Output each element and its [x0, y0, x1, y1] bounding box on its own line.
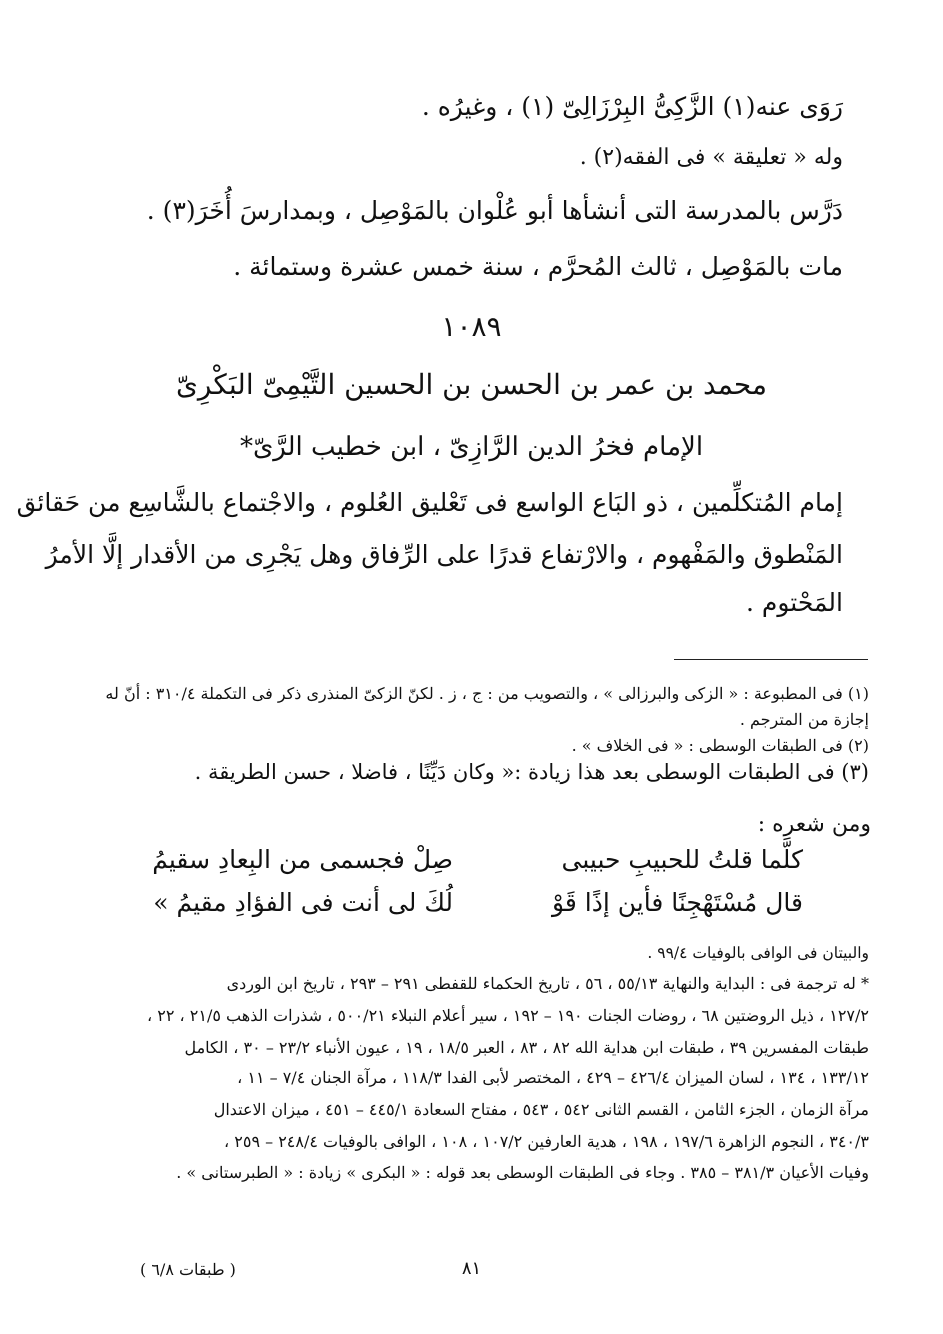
- text-line-1: رَوَى عنه(١) الزَّكِىُّ البِرْزَالِىّ (١) ، وغيرُه .: [421, 92, 843, 121]
- entry-paragraph-line-2: [45, 540, 843, 569]
- verse-1-second-half: صِلْ فجسمى من البِعادِ سقيمُ: [152, 845, 453, 874]
- text-line-3: دَرَّس بالمدرسة التى أنشأها أبو عُلْوان بالمَوْصِل ، وبمدارسَ أُخَرَ(٣) .: [146, 196, 843, 225]
- signature-mark: ( طبقات ٦/٨ ): [140, 1260, 236, 1279]
- entry-title: الإمام فخرُ الدين الرَّازِىّ ، ابن خطيب الرَّىّ*: [239, 432, 704, 462]
- footnote-1-line-2: إجازة من المترجم .: [739, 710, 869, 729]
- paragraph-text: إمام المُتكلِّمين ، ذو البَاع الواسع فى تَعْليق العُلوم ، والاجْتماع بالشَّاسِع من حَقائق: [16, 488, 843, 517]
- footnote-3: (٣) فى الطبقات الوسطى بعد هذا زيادة :« وكان دَيِّنًا ، فاضلا ، حسن الطريقة .: [194, 760, 869, 784]
- verse-1-first-half: كلَّما قلتُ للحبيبِ حبيبى: [561, 845, 803, 874]
- entry-number: ١٠٨٩: [441, 310, 502, 343]
- text-line-2: وله « تعليقة » فى الفقه(٢) .: [579, 145, 843, 170]
- entry-paragraph-line-1: [16, 488, 843, 517]
- verses-source: والبيتان فى الوافى بالوفيات ٩٩/٤ .: [647, 944, 869, 962]
- entry-name: محمد بن عمر بن الحسن بن الحسين التَّيْمِىّ البَكْرِىّ: [176, 368, 767, 401]
- references-line-1: * له ترجمة فى : البداية والنهاية ٥٥/١٣ ، ٥٦ ، تاريخ الحكماء للقفطى ٢٩١ – ٢٩٣ ، تاريخ ابن الوردى: [226, 974, 869, 993]
- references-line-7: وفيات الأعيان ٣٨١/٣ – ٣٨٥ . وجاء فى الطبقات الوسطى بعد قوله : « البكرى » زيادة : « الطبرستانى » .: [176, 1163, 869, 1182]
- entry-paragraph-line-3: المَحْتوم .: [746, 588, 843, 617]
- poem-intro: ومن شعره :: [757, 812, 871, 837]
- references-line-3: طبقات المفسرين ٣٩ ، طبقات ابن هداية الله ٨٢ ، ٨٣ ، العبر ١٨/٥ ، ١٩ ، عيون الأنباء ٢٣/٢ – ٣٠ ، الكامل: [184, 1038, 869, 1057]
- verse-2-first-half: قال مُسْتَهْجِنًا فأين إذًا قَوْ: [551, 888, 803, 917]
- footnote-1-line-1: (١) فى المطبوعة : « الزكى والبرزالى » ، والتصويب من : ج ، ز . لكنّ الزكىّ المنذرى ذكر فى التكملة ٣١٠/٤ : أنّ له: [105, 684, 869, 703]
- verse-2-second-half: لُكَ لى أنت فى الفؤادِ مقيمُ »: [153, 888, 453, 917]
- references-line-2: ١٢٧/٢ ، ذيل الروضتين ٦٨ ، روضات الجنات ١٩٠ – ١٩٢ ، سير أعلام النبلاء ٥٠٠/٢١ ، شذرات الذهب ٢١/٥ ، ٢٢ ،: [147, 1006, 869, 1025]
- footnote-divider: [674, 659, 868, 660]
- paragraph-text: المَنْطوق والمَفْهوم ، والارْتفاع قدرًا على الرِّفاق وهل يَجْرِى من الأقدار إلَّا الأمرُ: [45, 540, 843, 569]
- footnote-2: (٢) فى الطبقات الوسطى : « فى الخلاف » .: [571, 736, 869, 755]
- text-line-4: مات بالمَوْصِل ، ثالث المُحرَّم ، سنة خمس عشرة وستمائة .: [233, 252, 843, 281]
- references-line-6: ٣٤٠/٣ ، النجوم الزاهرة ١٩٧/٦ ، ١٩٨ ، هدية العارفين ١٠٧/٢ ، ١٠٨ ، الوافى بالوفيات ٢٤٨/٤ – ٢٥٩ ،: [224, 1132, 869, 1151]
- references-line-4: ١٣٣/١٢ ، ١٣٤ ، لسان الميزان ٤٢٦/٤ – ٤٢٩ ، المختصر لأبى الفدا ١١٨/٣ ، مرآة الجنان ٧/٤ – ١١ ،: [237, 1068, 869, 1087]
- references-line-5: مرآة الزمان ، الجزء الثامن ، القسم الثانى ٥٤٢ ، ٥٤٣ ، مفتاح السعادة ٤٤٥/١ – ٤٥١ ، ميزان الاعتدال: [213, 1100, 869, 1119]
- page-number: ٨١: [461, 1258, 482, 1279]
